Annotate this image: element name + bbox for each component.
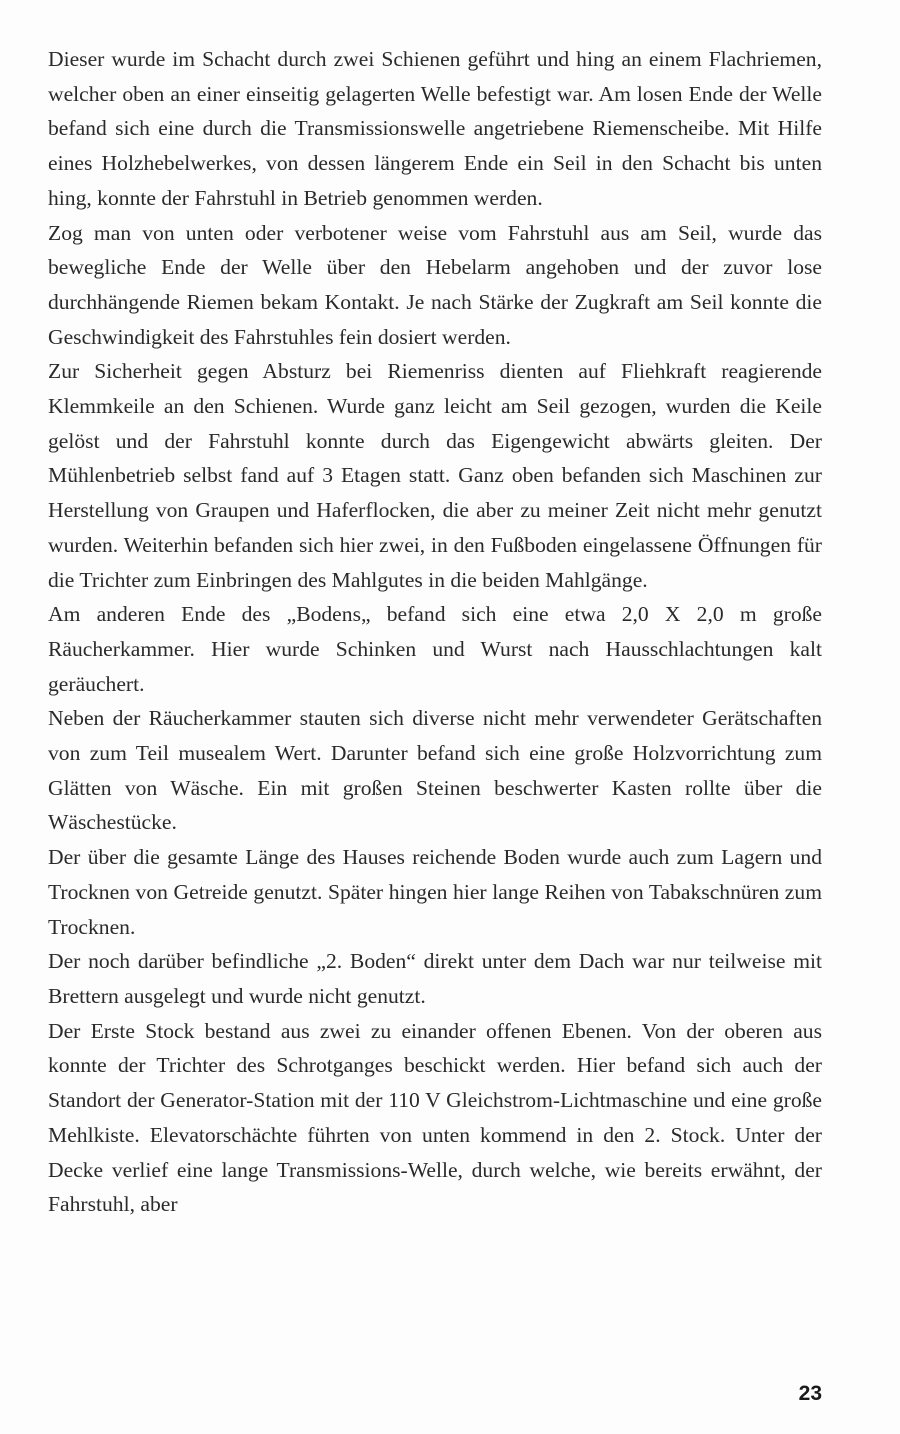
paragraph-2: Zog man von unten oder verbotener weise vom Fahrstuhl aus am Seil, wurde das bewegliche Ende der Welle über den Hebelarm angehoben und der zuvor lose durchhängende Riemen bekam Kontakt. Je nach Stärke der Zugkraft am Seil konnte die Geschwindigkeit des Fahrstuhles fein dosiert werden. bbox=[48, 220, 822, 349]
paragraph-7: Der noch darüber befindliche „2. Boden“ direkt unter dem Dach war nur teilweise mit Brettern ausgelegt und wurde nicht genutzt. bbox=[48, 949, 822, 1008]
paragraph-3: Zur Sicherheit gegen Absturz bei Riemenriss dienten auf Fliehkraft reagierende Klemmkeile an den Schienen. Wurde ganz leicht am Seil gezogen, wurden die Keile gelöst und der Fahrstuhl konnte durch das Eigengewicht abwärts gleiten. Der Mühlenbetrieb selbst fand auf 3 Etagen statt. Ganz oben befanden sich Maschinen zur Herstellung von Graupen und Haferflocken, die aber zu meiner Zeit nicht mehr genutzt wurden. Weiterhin befanden sich hier zwei, in den Fußboden eingelassene Öffnungen für die Trichter zum Einbringen des Mahlgutes in die beiden Mahlgänge. bbox=[48, 359, 822, 592]
paragraph-6: Der über die gesamte Länge des Hauses reichende Boden wurde auch zum Lagern und Trocknen von Getreide genutzt. Später hingen hier lange Reihen von Tabakschnüren zum Trocknen. bbox=[48, 845, 822, 939]
page-number: 23 bbox=[798, 1382, 822, 1405]
paragraph-1: Dieser wurde im Schacht durch zwei Schienen geführt und hing an einem Flachriemen, welcher oben an einer einseitig gelagerten Welle befestigt war. Am losen Ende der Welle befand sich eine durch die Transmissionswelle angetriebene Riemenscheibe. Mit Hilfe eines Holzhebelwerkes, von dessen längerem Ende ein Seil in den Schacht bis unten hing, konnte der Fahrstuhl in Betrieb genommen werden. bbox=[48, 47, 822, 210]
paragraph-5: Neben der Räucherkammer stauten sich diverse nicht mehr verwendeter Gerätschaften von zum Teil musealem Wert. Darunter befand sich eine große Holzvorrichtung zum Glätten von Wäsche. Ein mit großen Steinen beschwerter Kasten rollte über die Wäschestücke. bbox=[48, 706, 822, 835]
paragraph-8: Der Erste Stock bestand aus zwei zu einander offenen Ebenen. Von der oberen aus konnte der Trichter des Schrotganges beschickt werden. Hier befand sich auch der Standort der Generator-Station mit der 110 V Gleichstrom-Lichtmaschine und eine große Mehlkiste. Elevatorschächte führten von unten kommend in den 2. Stock. Unter der Decke verlief eine lange Transmissions-Welle, durch welche, wie bereits erwähnt, der Fahrstuhl, aber bbox=[48, 1018, 822, 1217]
paragraph-4: Am anderen Ende des „Bodens„ befand sich eine etwa 2,0 X 2,0 m große Räucherkammer. Hier wurde Schinken und Wurst nach Hausschlachtungen kalt geräuchert. bbox=[48, 602, 822, 696]
body-text bbox=[48, 42, 822, 1222]
